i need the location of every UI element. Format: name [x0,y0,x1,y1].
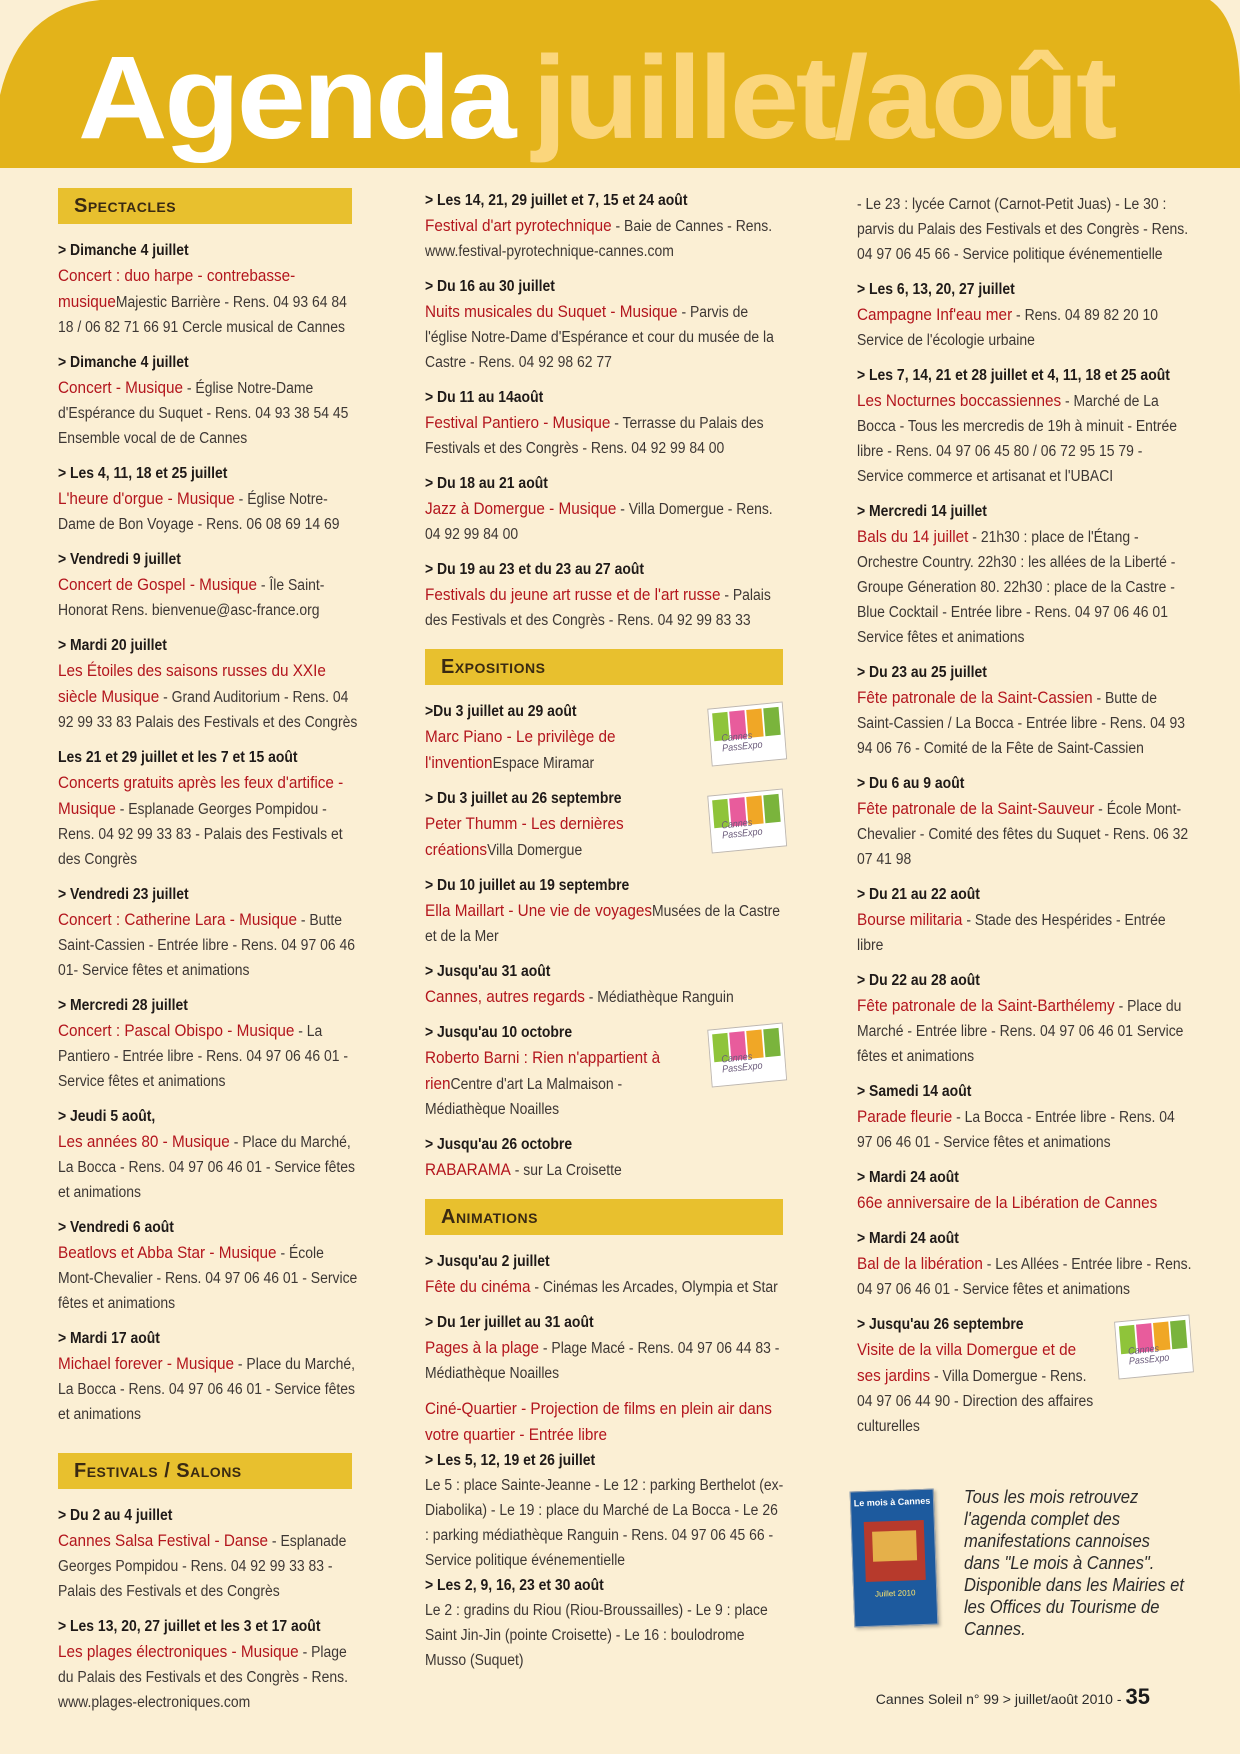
event-title: Les années 80 - Musique [58,1132,230,1151]
event-date: > Du 23 au 25 juillet [857,664,987,681]
event-details: - Palais des Festivals et des Congrès - Rens. 04 92 99 83 33 [425,587,771,629]
spectacles-list [58,238,358,1427]
event-title: Ciné-Quartier - Projection de films en plein air dans votre quartier - Entrée libre [425,1399,772,1444]
event-entry [857,1226,1192,1302]
event-date: > Du 2 au 4 juillet [58,1507,173,1524]
event-details: Le 2 : gradins du Riou (Riou-Broussailles) - Le 9 : place Saint Jin-Jin (pointe Croisette) - Le 16 : boulodrome Musso (Suquet) [425,1602,768,1669]
badge-text: Cannes PassExpo [720,817,763,842]
event-entry [58,1614,358,1715]
event-entry [425,786,785,863]
page-footer [876,1684,1150,1710]
event-date: > Mardi 20 juillet [58,637,167,654]
event-entry [857,968,1192,1069]
event-title: Parade fleurie [857,1107,953,1126]
event-title: Cannes Salsa Festival - Danse [58,1531,269,1550]
event-entry [425,385,785,461]
event-date: >Du 3 juillet au 29 août [425,703,577,720]
event-details: - Le 23 : lycée Carnot (Carnot-Petit Juas) - Le 30 : parvis du Palais des Festivals et des Congrès - Rens. 04 97 06 45 66 - Service politique événementielle [857,196,1189,263]
event-title: Festival Pantiero - Musique [425,413,611,432]
event-entry [425,959,785,1010]
event-date: > Les 4, 11, 18 et 25 juillet [58,465,228,482]
event-title: Roberto Barni : Rien n'appartient à rien [425,1048,661,1093]
event-date: > Du 19 au 23 et du 23 au 27 août [425,561,645,578]
event-title: Campagne Inf'eau mer [857,305,1013,324]
event-title: Cannes, autres regards [425,987,585,1006]
column-2 [425,188,785,1683]
event-details: - La Bocca - Entrée libre - Rens. 04 97 06 46 01 - Service fêtes et animations [857,1109,1175,1151]
event-details: - Grand Auditorium - Rens. 04 92 99 33 83 Palais des Festivals et des Congrès [58,689,358,731]
event-entry [58,350,358,451]
event-title: RABARAMA [425,1160,511,1179]
badge-text: Cannes PassExpo [720,1051,763,1076]
event-entry [425,1020,785,1122]
event-details: - 21h30 : place de l'Étang - Orchestre Country. 22h30 : les allées de la Liberté - Groupe Géneration 80. 22h30 : place de la Castre - Blue Cocktail - Entrée libre - Rens. 04 97 06 46 01 Service fêtes et animations [857,529,1176,646]
event-entry [857,277,1192,353]
event-date: > Vendredi 9 juillet [58,551,181,568]
event-title: Marc Piano - Le privilège de l'invention [425,727,616,772]
event-title: Fête du cinéma [425,1277,531,1296]
event-details: - Butte Saint-Cassien - Entrée libre - Rens. 04 97 06 46 01- Service fêtes et animations [58,912,355,979]
event-entry [58,1503,358,1604]
event-entry [857,882,1192,958]
column-1 [58,188,358,1725]
event-title: 66e anniversaire de la Libération de Cannes [857,1193,1158,1212]
event-title: Bal de la libération [857,1254,983,1273]
cover-date: Juillet 2010 [874,1588,916,1599]
event-date: > Jusqu'au 31 août [425,963,551,980]
passexpo-logo [707,788,787,853]
event-entry [425,188,785,264]
event-title: Nuits musicales du Suquet - Musique [425,302,678,321]
event-date: > Dimanche 4 juillet [58,242,189,259]
promo-box [852,1486,1202,1644]
event-date: > Les 6, 13, 20, 27 juillet [857,281,1015,298]
event-details: - Médiathèque Ranguin [584,989,734,1006]
title-period: juillet/août [532,32,1115,164]
event-details: - Stade des Hespérides - Entrée libre [857,912,1166,954]
event-title: Festival d'art pyrotechnique [425,216,612,235]
event-entry [58,993,358,1094]
event-entry [425,1310,785,1386]
passexpo-logo [707,701,787,766]
magazine-cover [850,1489,939,1628]
event-date: > Les 13, 20, 27 juillet et les 3 et 17 août [58,1618,321,1635]
animations-list [425,1249,785,1386]
event-entry [58,1215,358,1316]
page-title [78,28,1114,168]
event-details: - Baie de Cannes - Rens. www.festival-pyrotechnique-cannes.com [425,218,773,260]
event-date: > Jusqu'au 26 septembre [857,1316,1024,1333]
event-date: > Mercredi 14 juillet [857,503,987,520]
event-details: Villa Domergue [487,842,583,859]
event-title: Ella Maillart - Une vie de voyages [425,901,653,920]
event-entry [58,1326,358,1427]
event-title: Pages à la plage [425,1338,539,1357]
event-entry [857,499,1192,650]
event-title: Visite de la villa Domergue et de ses jardins [857,1340,1077,1385]
event-entry [58,238,358,340]
event-details: - Place du Marché, La Bocca - Rens. 04 97 06 46 01 - Service fêtes et animations [58,1134,355,1201]
event-title: Les Étoiles des saisons russes du XXIe siècle Musique [58,661,326,706]
event-date: > Du 3 juillet au 26 septembre [425,790,622,807]
event-date: > Mardi 17 août [58,1330,160,1347]
event-details: - Butte de Saint-Cassien / La Bocca - Entrée libre - Rens. 04 93 94 06 76 - Comité de la Fête de Saint-Cassien [857,690,1185,757]
event-details: Musées de la Castre et de la Mer [425,903,780,945]
event-details: - Église Notre-Dame d'Espérance du Suquet - Rens. 04 93 38 54 45 Ensemble vocal de de Cannes [58,380,349,447]
event-title: Michael forever - Musique [58,1354,235,1373]
event-title: Fête patronale de la Saint-Cassien [857,688,1093,707]
event-entry [857,1165,1192,1216]
badge-text: Cannes PassExpo [720,730,763,755]
event-date: > Mardi 24 août [857,1169,959,1186]
footer-text: Cannes Soleil n° 99 > juillet/août 2010 - [875,1691,1122,1707]
event-entry [425,699,785,776]
event-entry [857,1079,1192,1155]
event-details: - Île Saint-Honorat Rens. bienvenue@asc-france.org [58,577,325,619]
event-date: > Samedi 14 août [857,1083,972,1100]
event-title: Festivals du jeune art russe et de l'art russe [425,585,721,604]
event-details: - Esplanade Georges Pompidou - Rens. 04 92 99 33 83 - Palais des Festivals et des Congrès [58,801,343,868]
event-details: - Terrasse du Palais des Festivals et des Congrès - Rens. 04 92 99 84 00 [425,415,764,457]
event-details: - La Pantiero - Entrée libre - Rens. 04 97 06 46 01 - Service fêtes et animations [58,1023,349,1090]
event-date: > Mardi 24 août [857,1230,959,1247]
promo-text: Tous les mois retrouvez l'agenda complet des manifestations cannoises dans "Le mois à Cannes". Disponible dans les Mairies et les Offices du Tourisme de Cannes. [964,1487,1184,1639]
expositions-list [425,699,785,1183]
event-date: > Les 2, 9, 16, 23 et 30 août [425,1577,604,1594]
event-entry [58,882,358,983]
event-title: Concert : Catherine Lara - Musique [58,910,297,929]
event-title: Concert : duo harpe - contrebasse-musique [58,266,296,311]
event-title: Fête patronale de la Saint-Barthélemy [857,996,1115,1015]
event-date: > Les 14, 21, 29 juillet et 7, 15 et 24 août [425,192,688,209]
event-entry [425,1249,785,1300]
event-entry [857,363,1192,489]
event-date: > Du 22 au 28 août [857,972,980,989]
event-date: > Du 10 juillet au 19 septembre [425,877,630,894]
passexpo-logo [1114,1314,1194,1379]
event-title: Jazz à Domergue - Musique [425,499,617,518]
event-details: Le 5 : place Sainte-Jeanne - Le 12 : parking Berthelot (ex-Diabolika) - Le 19 : place du Marché de La Bocca - Le 26 : parking médiathèque Ranguin - Rens. 04 97 06 45 66 - Service politique événementielle [425,1477,784,1569]
event-title: Les Nocturnes boccassiennes [857,391,1062,410]
event-date: > Jeudi 5 août, [58,1108,156,1125]
event-entry [857,771,1192,872]
event-entry [425,557,785,633]
event-date: > Du 6 au 9 août [857,775,965,792]
event-date: > Vendredi 23 juillet [58,886,189,903]
event-details: - École Mont-Chevalier - Rens. 04 97 06 46 01 - Service fêtes et animations [58,1245,358,1312]
badge-text: Cannes PassExpo [1127,1343,1170,1368]
event-title: Bals du 14 juillet [857,527,969,546]
event-entry [425,873,785,949]
event-details: Espace Miramar [492,755,595,772]
event-entry-cine-quartier [425,1396,785,1673]
event-date: > Jusqu'au 2 juillet [425,1253,550,1270]
event-date: > Du 16 au 30 juillet [425,278,555,295]
event-details: - Parvis de l'église Notre-Dame d'Espérance et cour du musée de la Castre - Rens. 04 92 98 62 77 [425,304,774,371]
event-details: - Marché de La Bocca - Tous les mercredis de 19h à minuit - Entrée libre - Rens. 04 97 06 45 80 / 06 72 95 15 79 - Service commerce et artisanat et l'UBACI [857,393,1177,485]
event-date: > Du 18 au 21 août [425,475,548,492]
event-details: - Place du Marché - Entrée libre - Rens. 04 97 06 46 01 Service fêtes et animations [857,998,1184,1065]
page-number: 35 [1125,1684,1150,1709]
event-title: Concerts gratuits après les feux d'artifice - Musique [58,773,344,818]
event-entry [857,660,1192,761]
event-date: > Mercredi 28 juillet [58,997,188,1014]
cover-title: Le mois à Cannes [853,1495,931,1509]
event-entry [425,274,785,375]
event-entry [58,547,358,623]
event-details: - Villa Domergue - Rens. 04 97 06 44 90 - Direction des affaires culturelles [857,1368,1094,1435]
event-title: Les plages électroniques - Musique [58,1642,299,1661]
event-title: Concert : Pascal Obispo - Musique [58,1021,295,1040]
event-details: - Place du Marché, La Bocca - Rens. 04 97 06 46 01 - Service fêtes et animations [58,1356,355,1423]
event-entry [425,1132,785,1183]
festivals-list-continued [425,188,785,633]
event-title: L'heure d'orgue - Musique [58,489,235,508]
event-title: Bourse militaria [857,910,963,929]
event-details: - Plage du Palais des Festivals et des Congrès - Rens. www.plages-electroniques.com [58,1644,348,1711]
event-date: > Du 21 au 22 août [857,886,980,903]
event-title: Beatlovs et Abba Star - Musique [58,1243,277,1262]
event-details: - Les Allées - Entrée libre - Rens. 04 97 06 46 01 - Service fêtes et animations [857,1256,1192,1298]
festivals-list [58,1503,358,1715]
title-main: Agenda [78,32,514,164]
event-details: Majestic Barrière - Rens. 04 93 64 84 18 / 06 82 71 66 91 Cercle musical de Cannes [58,294,347,336]
section-header-animations: Animations [425,1199,783,1235]
event-title: Fête patronale de la Saint-Sauveur [857,799,1095,818]
event-title: Peter Thumm - Les dernières créations [425,814,624,859]
event-details: - Cinémas les Arcades, Olympia et Star [530,1279,778,1296]
section-header-spectacles: Spectacles [58,188,352,224]
event-details: - École Mont-Chevalier - Comité des fêtes du Suquet - Rens. 06 32 07 41 98 [857,801,1189,868]
event-date: > Jusqu'au 10 octobre [425,1024,573,1041]
event-date: > Les 5, 12, 19 et 26 juillet [425,1452,596,1469]
event-date: > Jusqu'au 26 octobre [425,1136,573,1153]
event-entry [58,633,358,735]
event-details: - Plage Macé - Rens. 04 97 06 44 83 - Médiathèque Noailles [425,1340,780,1382]
event-details: Centre d'art La Malmaison - Médiathèque Noailles [425,1076,623,1118]
event-details: - Esplanade Georges Pompidou - Rens. 04 92 99 33 83 - Palais des Festivals et des Congrès [58,1533,347,1600]
event-date: > Du 11 au 14août [425,389,544,406]
column-3 [857,192,1192,1449]
event-details: - Villa Domergue - Rens. 04 92 99 84 00 [425,501,773,543]
event-details: - Rens. 04 89 82 20 10 Service de l'écologie urbaine [857,307,1158,349]
page-header [0,0,1240,168]
event-entry [58,745,358,872]
section-header-festivals: Festivals / Salons [58,1453,352,1489]
event-entry-cine-continued [857,192,1192,267]
event-entry [857,1312,1192,1439]
event-entry [58,461,358,537]
event-date: > Dimanche 4 juillet [58,354,189,371]
event-details: - Église Notre-Dame de Bon Voyage - Rens. 06 08 69 14 69 [58,491,340,533]
event-date: > Du 1er juillet au 31 août [425,1314,594,1331]
event-date: > Vendredi 6 août [58,1219,174,1236]
event-title: Concert de Gospel - Musique [58,575,257,594]
event-date: Les 21 et 29 juillet et les 7 et 15 août [58,749,298,766]
animations-list-continued [857,277,1192,1439]
event-entry [58,1104,358,1205]
event-date: > Les 7, 14, 21 et 28 juillet et 4, 11, 18 et 25 août [857,367,1170,384]
event-title: Concert - Musique [58,378,184,397]
section-header-expositions: Expositions [425,649,783,685]
passexpo-logo [707,1022,787,1087]
event-details: - sur La Croisette [510,1162,622,1179]
event-entry [425,471,785,547]
